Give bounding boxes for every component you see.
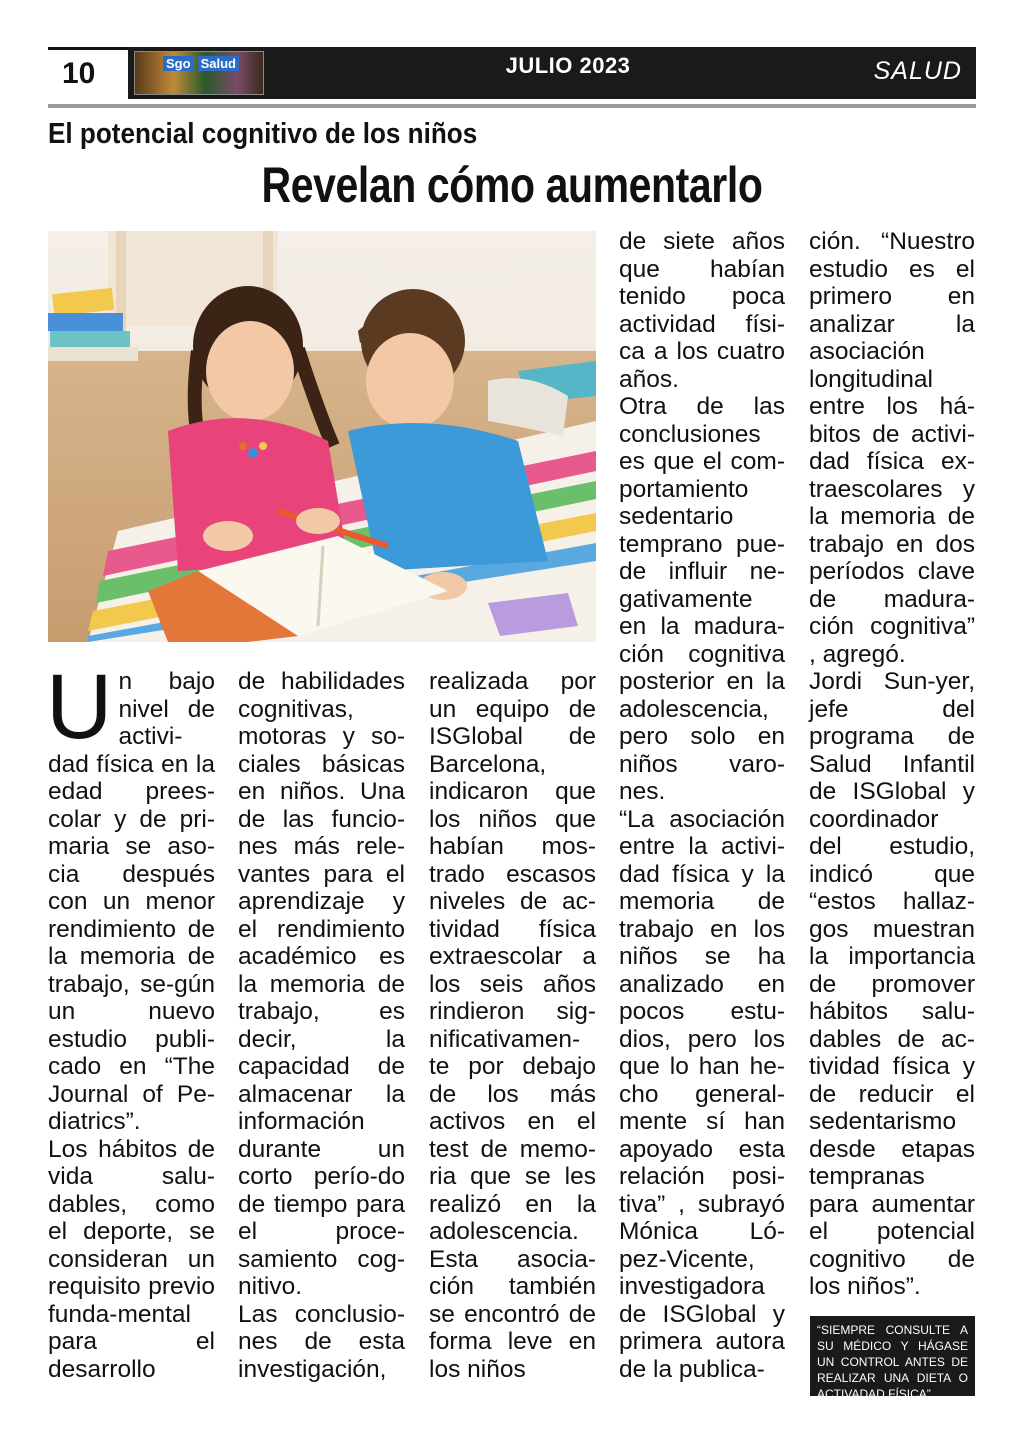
column-1 — [46, 656, 215, 1383]
column-2 — [238, 668, 405, 1383]
column-3 — [429, 668, 596, 1383]
paragraph: realizada por un equipo de ISGlobal de Barcelona, indicaron que los niños que habían mos-trado escasos niveles de ac-tividad física extraescolar a los seis años rindieron sig-nificativamen-te por debajo de los más activos en el test de memo-ria que se les realizó en la adolescencia. — [429, 668, 596, 1245]
children-reading-illustration — [48, 231, 596, 642]
health-notice-box: “SIEMPRE CONSULTE A SU MÉDICO Y HÁGASE UN CONTROL ANTES DE REALIZAR UNA DIETA O ACTIVADAD FÍSICA” — [810, 1316, 975, 1396]
header-bar — [128, 47, 976, 99]
logo-badge: Salud — [198, 56, 239, 71]
header-rule — [48, 104, 976, 108]
column-5 — [809, 228, 975, 1301]
paragraph: Otra de las conclusiones es que el com-portamiento sedentario temprano pue-de influir ne-gativamente en la madura-ción cognitiva posterior en la adolescencia, pero solo en niños varo-nes. — [619, 393, 785, 805]
publication-logo — [134, 51, 264, 95]
paragraph-text: n bajo nivel de activi-dad física en la edad prees-colar y de pri-maria se aso-cia después con un menor rendimiento de la memoria de trabajo, se-gún un nuevo estudio publi-cado en “The Journal of Pe-diatrics”. — [48, 668, 215, 1135]
paragraph: Los hábitos de vida salu-dables, como el deporte, se consideran un requisito previo funda-mental para el desarrollo — [48, 1135, 215, 1383]
drop-cap: U — [46, 656, 113, 758]
paragraph: Jordi Sun-yer, jefe del programa de Salud Infantil de ISGlobal y coordinador del estudio, indicó que “estos hallaz-gos muestran la importancia de promover hábitos salu-dables de ac-tividad física y de reducir el sedentarismo desde etapas tempranas para aumentar el potencial cognitivo de los niños”. — [809, 668, 975, 1300]
section-name: SALUD — [873, 57, 962, 85]
column-4 — [619, 228, 785, 1383]
paragraph: de siete años que habían tenido poca actividad físi-ca a los cuatro años. — [619, 228, 785, 393]
paragraph: Esta asocia-ción también se encontró de forma leve en los niños — [429, 1245, 596, 1383]
issue-date: JULIO 2023 — [505, 53, 631, 78]
paragraph: ción. “Nuestro estudio es el primero en analizar la asociación longitudinal entre los há-bitos de activi-dad física ex-traescolares y la memoria de trabajo en dos períodos clave de madura-ción cognitiva” , agregó. — [809, 228, 975, 668]
page-header — [48, 47, 976, 99]
logo-text: Sgo — [163, 56, 194, 71]
article-headline: Revelan cómo aumentarlo — [261, 157, 763, 213]
paragraph: Las conclusio-nes de esta investigación, — [238, 1300, 405, 1383]
paragraph: de habilidades cognitivas, motoras y so-ciales básicas en niños. Una de las funcio-nes más rele-vantes para el aprendizaje y el rendimiento académico es la memoria de trabajo, es decir, la capacidad de almacenar la información durante un corto perío-do de tiempo para el proce-samiento cog-nitivo. — [238, 668, 405, 1300]
article-kicker: El potencial cognitivo de los niños — [48, 118, 478, 150]
article-photo — [48, 231, 596, 642]
paragraph: “La asociación entre la activi-dad física y la memoria de trabajo en los niños se ha analizado en pocos estu-dios, pero los que lo han he-cho general-mente sí han apoyado esta relación posi-tiva” , subrayó Mónica Ló-pez-Vicente, investigadora de ISGlobal y primera autora de la publica- — [619, 805, 785, 1383]
page-number: 10 — [48, 47, 128, 99]
paragraph — [46, 656, 215, 1136]
